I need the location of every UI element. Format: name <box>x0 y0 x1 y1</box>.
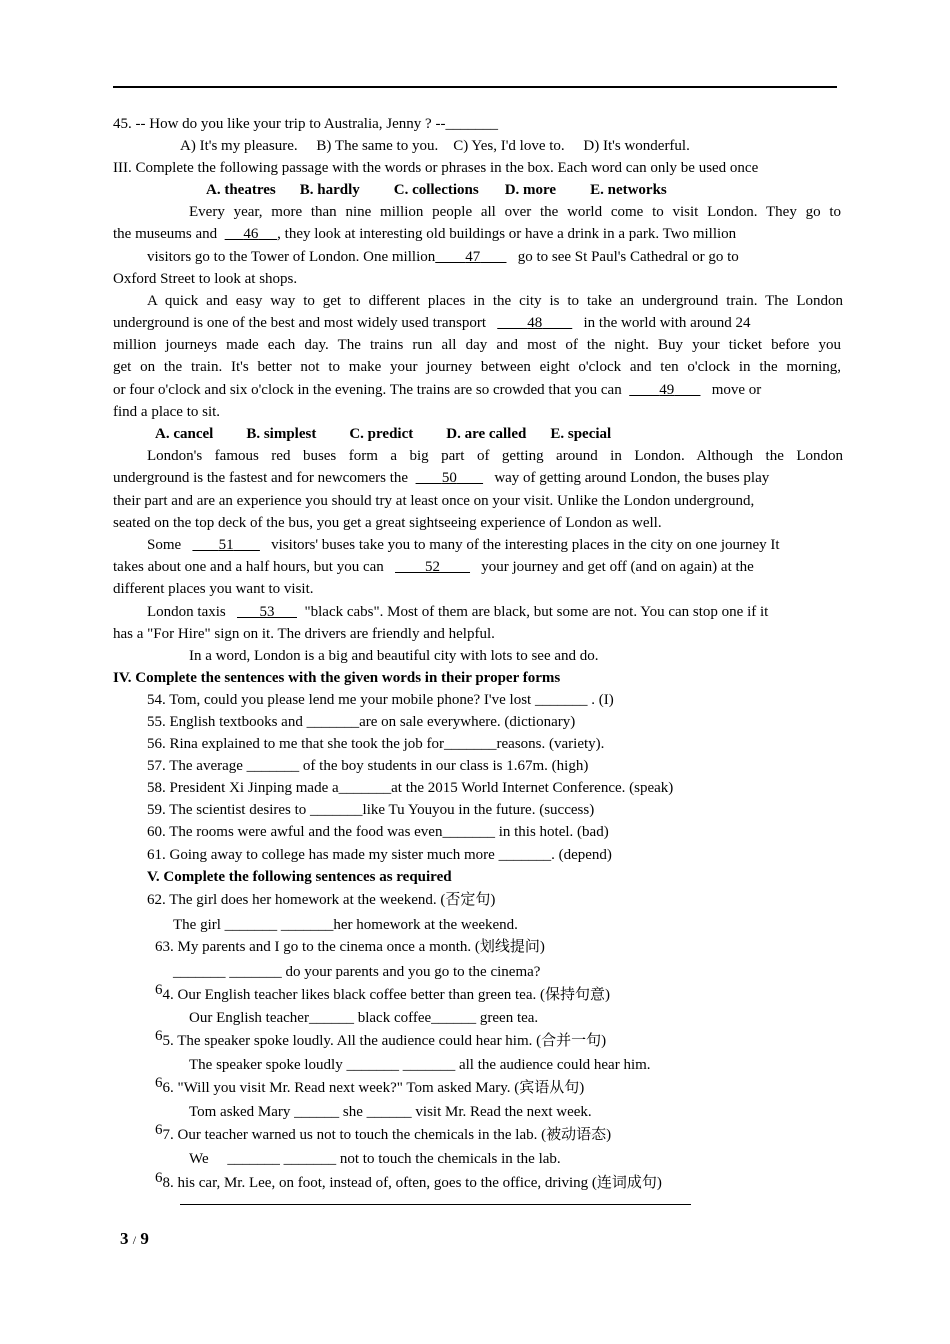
question-59: 59. The scientist desires to _______like Tu Youyou in the future. (success) <box>147 802 595 818</box>
question-45-options: A) It's my pleasure. B) The same to you. C) Yes, I'd love to. D) It's wonderful. <box>180 138 690 154</box>
blank-49: 49 <box>659 382 675 398</box>
answer-65: The speaker spoke loudly _______ _______ all the audience could hear him. <box>189 1057 651 1073</box>
word-box-1 <box>206 181 667 199</box>
answer-63: _______ _______ do your parents and you go to the cinema? <box>173 964 541 980</box>
number-prefix: 6 <box>155 1028 163 1044</box>
passage-text: "black cabs". Most of them are black, but some are not. You can stop one if it <box>304 604 769 620</box>
passage-text: the museums and <box>113 226 218 242</box>
passage-line: seated on the top deck of the bus, you get a great sightseeing experience of London as well. <box>113 515 662 531</box>
box1-option: A. theatres <box>206 182 276 198</box>
passage-line: their part and are an experience you should try at least once on your visit. Unlike the London underground, <box>113 493 755 509</box>
box1-option: C. collections <box>393 182 479 198</box>
passage-line <box>147 603 768 621</box>
passage-line <box>147 248 739 266</box>
passage-text: in the world with around 24 <box>583 315 751 331</box>
box1-option: E. networks <box>590 182 667 198</box>
blank-46: 46 <box>243 226 259 242</box>
question-56: 56. Rina explained to me that she took the job for_______reasons. (variety). <box>147 736 605 752</box>
passage-text: go to see St Paul's Cathedral or go to <box>517 249 739 265</box>
page-separator: / <box>132 1233 137 1247</box>
passage-text: move or <box>711 382 762 398</box>
box2-option: D. are called <box>446 426 527 442</box>
passage-text: , they look at interesting old buildings or have a drink in a park. Two million <box>277 226 737 242</box>
question-63: 63. My parents and I go to the cinema once a month. (划线提问) <box>155 939 545 955</box>
passage-text: visitors' buses take you to many of the interesting places in the city on one journey It <box>271 537 780 553</box>
question-58: 58. President Xi Jinping made a_______at the 2015 World Internet Conference. (speak) <box>147 780 674 796</box>
word-box-2 <box>155 425 611 443</box>
passage-text: or four o'clock and six o'clock in the evening. The trains are so crowded that you can <box>113 382 622 398</box>
passage-line: has a "For Hire" sign on it. The drivers are friendly and helpful. <box>113 626 495 642</box>
page-number <box>120 1229 149 1249</box>
passage-line <box>113 314 751 332</box>
blank-52: 52 <box>425 559 441 575</box>
passage-line: Every year, more than nine million people all over the world come to visit London. They go to <box>189 204 841 220</box>
passage-text: underground is one of the best and most widely used transport <box>113 315 486 331</box>
passage-line <box>113 225 822 243</box>
passage-line <box>113 558 754 576</box>
question-54: 54. Tom, could you please lend me your mobile phone? I've lost _______ . (I) <box>147 692 614 708</box>
passage-line <box>147 536 780 554</box>
question-67 <box>155 1122 612 1144</box>
section-5-heading: V. Complete the following sentences as required <box>147 869 452 885</box>
number-prefix: 6 <box>155 1170 163 1186</box>
passage-text: underground is the fastest and for newcomers the <box>113 470 409 486</box>
box2-option: B. simplest <box>246 426 317 442</box>
question-64 <box>155 982 610 1004</box>
question-66 <box>155 1075 585 1097</box>
passage-line: London's famous red buses form a big part of getting around in London. Although the London <box>147 448 843 464</box>
passage-line: find a place to sit. <box>113 404 221 420</box>
page-current: 3 <box>120 1229 129 1248</box>
blank-50: 50 <box>441 470 457 486</box>
answer-67: We _______ _______ not to touch the chemicals in the lab. <box>189 1151 561 1167</box>
passage-text: visitors go to the Tower of London. One million <box>147 249 436 265</box>
number-prefix: 6 <box>155 982 163 998</box>
box1-option: D. more <box>504 182 557 198</box>
passage-line: In a word, London is a big and beautiful city with lots to see and do. <box>189 648 599 664</box>
question-62: 62. The girl does her homework at the weekend. (否定句) <box>147 892 496 908</box>
passage-text: Some <box>147 537 182 553</box>
header-rule <box>113 86 837 88</box>
answer-line-68 <box>180 1204 691 1205</box>
blank-47: 47 <box>465 249 481 265</box>
passage-line: A quick and easy way to get to different places in the city is to take an underground train. The London <box>147 293 843 309</box>
passage-text: way of getting around London, the buses play <box>494 470 770 486</box>
number-prefix: 6 <box>155 1122 163 1138</box>
box2-option: A. cancel <box>155 426 214 442</box>
passage-text: London taxis <box>147 604 226 620</box>
box2-option: C. predict <box>349 426 414 442</box>
box2-option: E. special <box>550 426 612 442</box>
number-prefix: 6 <box>155 1075 163 1091</box>
question-68 <box>155 1170 662 1192</box>
question-text: 8. his car, Mr. Lee, on foot, instead of, often, goes to the office, driving (连词成句) <box>162 1175 662 1191</box>
question-text: 5. The speaker spoke loudly. All the audience could hear him. (合并一句) <box>162 1033 607 1049</box>
box1-option: B. hardly <box>299 182 360 198</box>
passage-line: Oxford Street to look at shops. <box>113 271 298 287</box>
question-65 <box>155 1028 607 1050</box>
blank-53: 53 <box>259 604 275 620</box>
passage-line: get on the train. It's better not to make your journey between eight o'clock and ten o'clock in the morning, <box>113 359 841 375</box>
blank-51: 51 <box>218 537 234 553</box>
question-text: 6. "Will you visit Mr. Read next week?" Tom asked Mary. (宾语从句) <box>162 1080 585 1096</box>
question-45: 45. -- How do you like your trip to Australia, Jenny ? --_______ <box>113 116 498 132</box>
answer-66: Tom asked Mary ______ she ______ visit Mr. Read the next week. <box>189 1104 592 1120</box>
question-60: 60. The rooms were awful and the food was even_______ in this hotel. (bad) <box>147 824 609 840</box>
question-57: 57. The average _______ of the boy students in our class is 1.67m. (high) <box>147 758 589 774</box>
answer-62: The girl _______ _______her homework at the weekend. <box>173 917 518 933</box>
question-text: 7. Our teacher warned us not to touch the chemicals in the lab. (被动语态) <box>162 1127 612 1143</box>
passage-line: million journeys made each day. The trains run all day and most of the night. Buy your ticket before you <box>113 337 841 353</box>
passage-text: your journey and get off (and on again) at the <box>481 559 754 575</box>
question-55: 55. English textbooks and _______are on sale everywhere. (dictionary) <box>147 714 576 730</box>
passage-line <box>113 381 761 399</box>
page-total: 9 <box>140 1229 149 1248</box>
section-4-heading: IV. Complete the sentences with the given words in their proper forms <box>113 670 561 686</box>
passage-line: different places you want to visit. <box>113 581 314 597</box>
passage-text: takes about one and a half hours, but you can <box>113 559 384 575</box>
blank-48: 48 <box>527 315 543 331</box>
question-61: 61. Going away to college has made my sister much more _______. (depend) <box>147 847 612 863</box>
passage-line <box>113 469 769 487</box>
section-3-heading: III. Complete the following passage with the words or phrases in the box. Each word can only be used once <box>113 160 759 176</box>
question-text: 4. Our English teacher likes black coffee better than green tea. (保持句意) <box>162 987 610 1003</box>
answer-64: Our English teacher______ black coffee______ green tea. <box>189 1010 539 1026</box>
